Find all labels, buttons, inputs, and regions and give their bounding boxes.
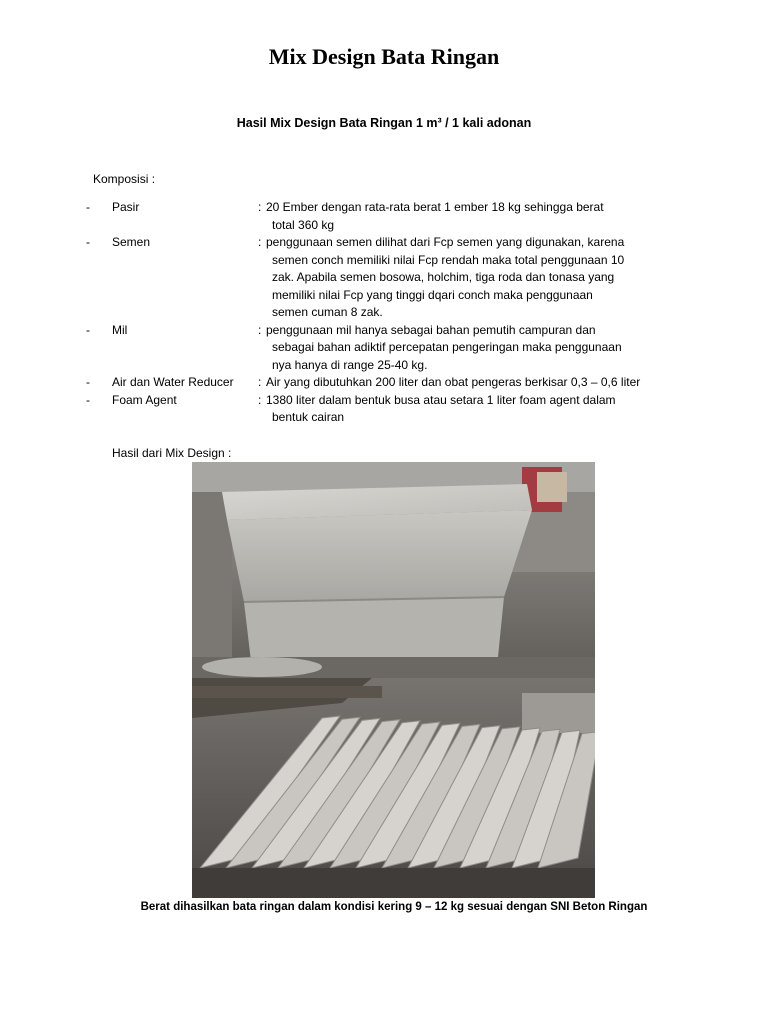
- list-bullet: -: [86, 392, 90, 407]
- description-line: 1380 liter dalam bentuk busa atau setara 1 liter foam agent dalam: [266, 392, 616, 407]
- description-line: sebagai bahan adiktif percepatan pengeringan maka penggunaan: [272, 340, 622, 354]
- composition-item-description: [266, 322, 686, 375]
- composition-item-label: Foam Agent: [112, 392, 177, 407]
- list-bullet: -: [86, 322, 90, 337]
- composition-item-description: [266, 374, 686, 392]
- colon-separator: :: [258, 235, 262, 249]
- composition-item: [86, 392, 746, 427]
- composition-list: [86, 199, 746, 427]
- composition-item-label: Air dan Water Reducer: [112, 375, 234, 389]
- list-bullet: -: [86, 375, 90, 389]
- photo-caption: Berat dihasilkan bata ringan dalam kondisi kering 9 – 12 kg sesuai dengan SNI Beton Ringan: [140, 901, 648, 913]
- document-title: Mix Design Bata Ringan: [268, 44, 500, 69]
- composition-item: [86, 374, 746, 392]
- composition-item-label: Mil: [112, 322, 128, 337]
- composition-item: [86, 322, 746, 375]
- document-subtitle: Hasil Mix Design Bata Ringan 1 m³ / 1 kali adonan: [236, 116, 532, 130]
- composition-item: [86, 199, 746, 234]
- colon-separator: :: [258, 200, 262, 214]
- colon-separator: :: [258, 322, 262, 337]
- composition-item-description: [266, 199, 686, 234]
- description-line: bentuk cairan: [272, 410, 345, 424]
- description-line: semen conch memiliki nilai Fcp rendah maka total penggunaan 10: [272, 252, 625, 267]
- composition-item: [86, 234, 746, 322]
- composition-item-description: [266, 392, 686, 427]
- description-line: memiliki nilai Fcp yang tinggi dqari conch maka penggunaan: [272, 287, 593, 302]
- description-line: penggunaan semen dilihat dari Fcp semen yang digunakan, karena: [266, 235, 625, 249]
- list-bullet: -: [86, 235, 90, 249]
- description-line: Air yang dibutuhkan 200 liter dan obat pengeras berkisar 0,3 – 0,6 liter: [266, 375, 641, 389]
- colon-separator: :: [258, 392, 262, 407]
- komposisi-label: Komposisi :: [93, 172, 156, 186]
- lightweight-brick-stack-photo: [192, 462, 595, 678]
- description-line: zak. Apabila semen bosowa, holchim, tiga roda dan tonasa yang: [272, 270, 615, 284]
- lightweight-brick-rows-photo: [192, 678, 595, 898]
- list-bullet: -: [86, 200, 90, 214]
- description-line: penggunaan mil hanya sebagai bahan pemutih campuran dan: [266, 322, 596, 337]
- description-line: semen cuman 8 zak.: [272, 305, 383, 319]
- colon-separator: :: [258, 375, 262, 389]
- composition-item-description: [266, 234, 686, 322]
- composition-item-label: Pasir: [112, 200, 140, 214]
- description-line: nya hanya di range 25-40 kg.: [272, 357, 428, 372]
- description-line: 20 Ember dengan rata-rata berat 1 ember 18 kg sehingga berat: [266, 200, 604, 214]
- hasil-label: Hasil dari Mix Design :: [112, 446, 232, 460]
- description-line: total 360 kg: [272, 217, 335, 232]
- composition-item-label: Semen: [112, 235, 151, 249]
